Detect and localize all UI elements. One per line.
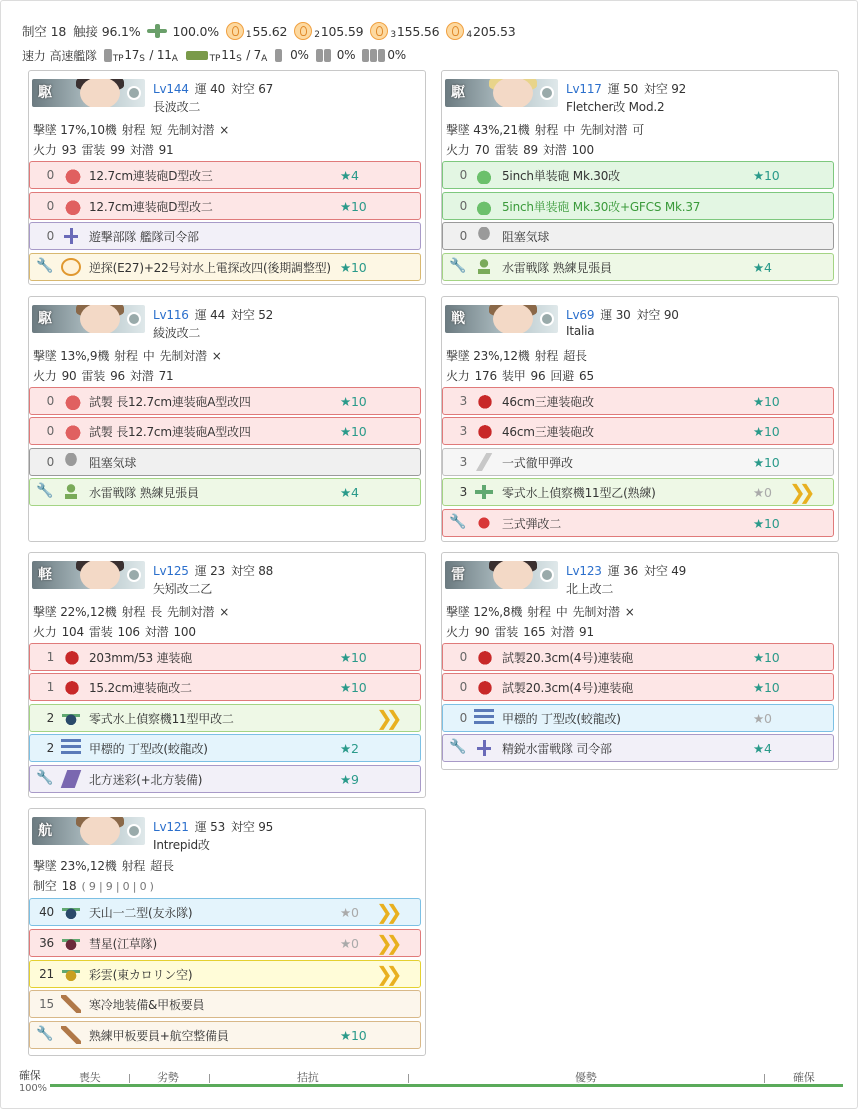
ship-stats-row-1: 撃墜 23%,12機 射程 超長: [446, 349, 587, 363]
ship-stats-row-2: 火力 70 雷装 89 対潜 100: [446, 143, 594, 157]
ship-level-row: Lv125 運 23 対空 88: [153, 564, 274, 578]
proficiency-chevron-icon: ❯❯: [376, 962, 396, 986]
ship-stats-row-1: 撃墜 17%,10機 射程 短 先制対潜 ×: [33, 123, 230, 137]
ship-level-row: Lv144 運 40 対空 67: [153, 82, 274, 96]
seaplane-icon: [61, 709, 81, 727]
badge-icon: [540, 568, 554, 582]
badge-icon: [127, 86, 141, 100]
zone-label: 確保: [793, 1071, 815, 1084]
ship-card[interactable]: [441, 296, 839, 542]
ship-stats-row-1: 撃墜 22%,12機 射程 長 先制対潜 ×: [33, 605, 230, 619]
drum-icon: [104, 49, 112, 62]
main-gun-icon: [61, 678, 81, 696]
main-gun-icon: [61, 197, 81, 215]
wrench-icon: 🔧: [36, 258, 54, 274]
equip-slot[interactable]: 3 46cm三連装砲改 ★10: [442, 417, 834, 445]
equip-slot-exslot[interactable]: 🔧 熟練甲板要員+航空整備員 ★10: [29, 1021, 421, 1049]
equip-slot[interactable]: 0 12.7cm連装砲D型改二 ★10: [29, 192, 421, 220]
equip-slot-exslot[interactable]: 🔧 水雷戦隊 熟練見張員 ★4: [29, 478, 421, 506]
formula-icon: [226, 22, 244, 40]
tp-value: TP 17 S / 11 A: [104, 48, 179, 62]
equip-slot[interactable]: 3 46cm三連装砲改 ★10: [442, 387, 834, 415]
equip-slot[interactable]: 3 零式水上偵察機11型乙(熟練) ★0 ❯❯: [442, 478, 834, 506]
ship-banner: 駆: [32, 305, 145, 333]
ship-stats-row-2: 火力 104 雷装 106 対潜 100: [33, 625, 196, 639]
secondary-gun-icon: [474, 166, 494, 184]
ship-stats-row-1: 撃墜 12%,8機 射程 中 先制対潜 ×: [446, 605, 635, 619]
fleet-speed: 速力 高速艦隊: [22, 48, 97, 63]
air-superiority-status: 確保 100%: [19, 1069, 47, 1094]
badge-icon: [540, 86, 554, 100]
equip-slot-exslot[interactable]: 🔧 北方迷彩(+北方装備) ★9: [29, 765, 421, 793]
seaplane-icon: [474, 483, 494, 501]
proficiency-chevron-icon: ❯❯: [376, 931, 396, 955]
equip-slot[interactable]: 2 零式水上偵察機11型甲改二 ❯❯: [29, 704, 421, 732]
ship-banner: 航: [32, 817, 145, 845]
lookout-icon: [474, 258, 494, 276]
ship-level-row: Lv123 運 36 対空 49: [566, 564, 687, 578]
wrench-icon: 🔧: [449, 258, 467, 274]
wrench-icon: 🔧: [36, 770, 54, 786]
ship-name: 長波改二: [153, 100, 201, 114]
radar-icon: [61, 258, 81, 276]
ship-banner: 軽: [32, 561, 145, 589]
zone-label: 拮抗: [297, 1071, 319, 1084]
zone-label: 優勢: [575, 1071, 597, 1084]
zone-separator: [764, 1074, 765, 1083]
badge-icon: [127, 568, 141, 582]
badge-icon: [540, 312, 554, 326]
large-gun-icon: [474, 422, 494, 440]
camouflage-icon: [61, 770, 82, 788]
equip-slot-exslot[interactable]: 🔧 精鋭水雷戦隊 司令部 ★4: [442, 734, 834, 762]
air-power: 制空 18: [22, 23, 67, 39]
equip-slot[interactable]: 0 試製 長12.7cm連装砲A型改四 ★10: [29, 417, 421, 445]
ship-card[interactable]: [28, 70, 426, 285]
formula-icon: [370, 22, 388, 40]
equip-slot[interactable]: 0 5inch単装砲 Mk.30改+GFCS Mk.37: [442, 192, 834, 220]
wrench-icon: 🔧: [36, 483, 54, 499]
tp2-value: TP 11 S / 7 A: [186, 48, 268, 62]
ship-card[interactable]: [441, 70, 839, 285]
fleet-summary-row: [22, 23, 522, 39]
fp-1: 1 55.62: [226, 22, 287, 40]
command-icon: [61, 227, 81, 245]
main-gun-icon: [61, 392, 81, 410]
equip-slot[interactable]: 21 彩雲(東カロリン空) ❯❯: [29, 960, 421, 988]
midget-sub-icon: [474, 709, 494, 727]
zone-label: 喪失: [79, 1071, 101, 1084]
equip-slot-exslot[interactable]: 🔧 逆探(E27)+22号対水上電探改四(後期調整型) ★10: [29, 253, 421, 281]
shell-icon: [474, 514, 494, 532]
zone-separator: [129, 1074, 130, 1083]
ship-air-row: 制空 18 ( 9 | 9 | 0 | 0 ): [33, 879, 154, 893]
ship-banner: 駆: [32, 79, 145, 107]
torpedo-bomber-icon: [61, 903, 81, 921]
ship-stats-row-2: 火力 90 雷装 96 対潜 71: [33, 369, 174, 383]
ship-banner: 雷: [445, 561, 558, 589]
equip-slot[interactable]: 1 15.2cm連装砲改二 ★10: [29, 673, 421, 701]
equip-slot[interactable]: 0 阻塞気球: [29, 448, 421, 476]
main-gun-icon: [61, 648, 81, 666]
lookout-icon: [61, 483, 81, 501]
equip-slot-exslot[interactable]: 🔧 三式弾改二 ★10: [442, 509, 834, 537]
recon-plane-icon: [61, 965, 81, 983]
equip-slot[interactable]: 40 天山一二型(友永隊) ★0 ❯❯: [29, 898, 421, 926]
main-gun-icon: [474, 678, 494, 696]
proficiency-chevron-icon: ❯❯: [789, 480, 809, 504]
ship-level-row: Lv121 運 53 対空 95: [153, 820, 274, 834]
proficiency-chevron-icon: ❯❯: [376, 900, 396, 924]
deck-crew-icon: [61, 995, 81, 1013]
air-superiority-bar: [50, 1084, 843, 1087]
wrench-icon: 🔧: [449, 514, 467, 530]
drum-rate-1: 0%: [275, 48, 309, 62]
equip-slot[interactable]: 0 5inch単装砲 Mk.30改 ★10: [442, 161, 834, 189]
tank-icon: [186, 51, 208, 60]
ship-name: Italia: [566, 324, 595, 338]
ship-banner: 駆: [445, 79, 558, 107]
ship-level-row: Lv116 運 44 対空 52: [153, 308, 274, 322]
drum-rate-2: 0%: [316, 48, 356, 62]
command-icon: [474, 739, 494, 757]
ship-stats-row-1: 撃墜 43%,21機 射程 中 先制対潜 可: [446, 123, 645, 137]
ship-name: 綾波改二: [153, 326, 201, 340]
equip-slot[interactable]: 0 甲標的 丁型改(蛟龍改) ★0: [442, 704, 834, 732]
fp-2: 2 105.59: [294, 22, 363, 40]
main-gun-icon: [61, 166, 81, 184]
equip-slot[interactable]: 15 寒冷地装備&甲板要員: [29, 990, 421, 1018]
equip-slot[interactable]: 0 遊撃部隊 艦隊司令部: [29, 222, 421, 250]
large-gun-icon: [474, 392, 494, 410]
ap-shell-icon: [474, 453, 494, 471]
ship-stats-row-1: 撃墜 13%,9機 射程 中 先制対潜 ×: [33, 349, 222, 363]
ship-name: Intrepid改: [153, 838, 210, 852]
ship-card[interactable]: [441, 552, 839, 770]
formula-icon: [294, 22, 312, 40]
ship-name: 矢矧改二乙: [153, 582, 213, 596]
balloon-icon: [61, 453, 81, 471]
deck-crew-icon: [61, 1026, 81, 1044]
midget-sub-icon: [61, 739, 81, 757]
main-gun-icon: [61, 422, 81, 440]
proficiency-chevron-icon: ❯❯: [376, 706, 396, 730]
balloon-icon: [474, 227, 494, 245]
ship-card[interactable]: [28, 296, 426, 542]
fleet-transport-row: [22, 46, 413, 64]
ship-name: 北上改二: [566, 582, 614, 596]
wrench-icon: 🔧: [449, 739, 467, 755]
equip-slot[interactable]: 0 試製20.3cm(4号)連装砲 ★10: [442, 643, 834, 671]
equip-slot[interactable]: 2 甲標的 丁型改(蛟龍改) ★2: [29, 734, 421, 762]
ship-level-row: Lv69 運 30 対空 90: [566, 308, 679, 322]
canister-icon: [362, 49, 369, 62]
equip-slot[interactable]: 36 彗星(江草隊) ★0 ❯❯: [29, 929, 421, 957]
ship-banner: 戦: [445, 305, 558, 333]
equip-slot[interactable]: 3 一式徹甲弾改 ★10: [442, 448, 834, 476]
ship-stats-row-1: 撃墜 23%,12機 射程 超長: [33, 859, 174, 873]
badge-icon: [127, 824, 141, 838]
badge-icon: [127, 312, 141, 326]
equip-slot[interactable]: 0 阻塞気球: [442, 222, 834, 250]
dive-bomber-icon: [61, 934, 81, 952]
plane-rate: 100.0%: [147, 24, 218, 39]
ship-stats-row-2: 火力 90 雷装 165 対潜 91: [446, 625, 594, 639]
main-gun-icon: [474, 648, 494, 666]
zone-separator: [209, 1074, 210, 1083]
wrench-icon: 🔧: [36, 1026, 54, 1042]
canister-icon: [275, 49, 282, 62]
canister-icon: [316, 49, 323, 62]
ship-name: Fletcher改 Mod.2: [566, 100, 665, 114]
formula-icon: [446, 22, 464, 40]
equip-slot[interactable]: 0 試製 長12.7cm連装砲A型改四 ★10: [29, 387, 421, 415]
recon-plane-icon: [147, 24, 169, 38]
equip-slot[interactable]: 1 203mm/53 連装砲 ★10: [29, 643, 421, 671]
ship-stats-row-2: 火力 176 装甲 96 回避 65: [446, 369, 594, 383]
ship-card[interactable]: [28, 808, 426, 1056]
ship-stats-row-2: 火力 93 雷装 99 対潜 91: [33, 143, 174, 157]
fp-3: 3 155.56: [370, 22, 439, 40]
drum-rate-3: 0%: [362, 48, 406, 62]
ship-level-row: Lv117 運 50 対空 92: [566, 82, 687, 96]
zone-separator: [408, 1074, 409, 1083]
equip-slot[interactable]: 0 試製20.3cm(4号)連装砲 ★10: [442, 673, 834, 701]
secondary-gun-icon: [474, 197, 494, 215]
zone-label: 劣勢: [157, 1071, 179, 1084]
contact-rate: 触接 96.1%: [73, 23, 141, 39]
equip-slot-exslot[interactable]: 🔧 水雷戦隊 熟練見張員 ★4: [442, 253, 834, 281]
ship-card[interactable]: [28, 552, 426, 798]
equip-slot[interactable]: 0 12.7cm連装砲D型改三 ★4: [29, 161, 421, 189]
fp-4: 4 205.53: [446, 22, 515, 40]
